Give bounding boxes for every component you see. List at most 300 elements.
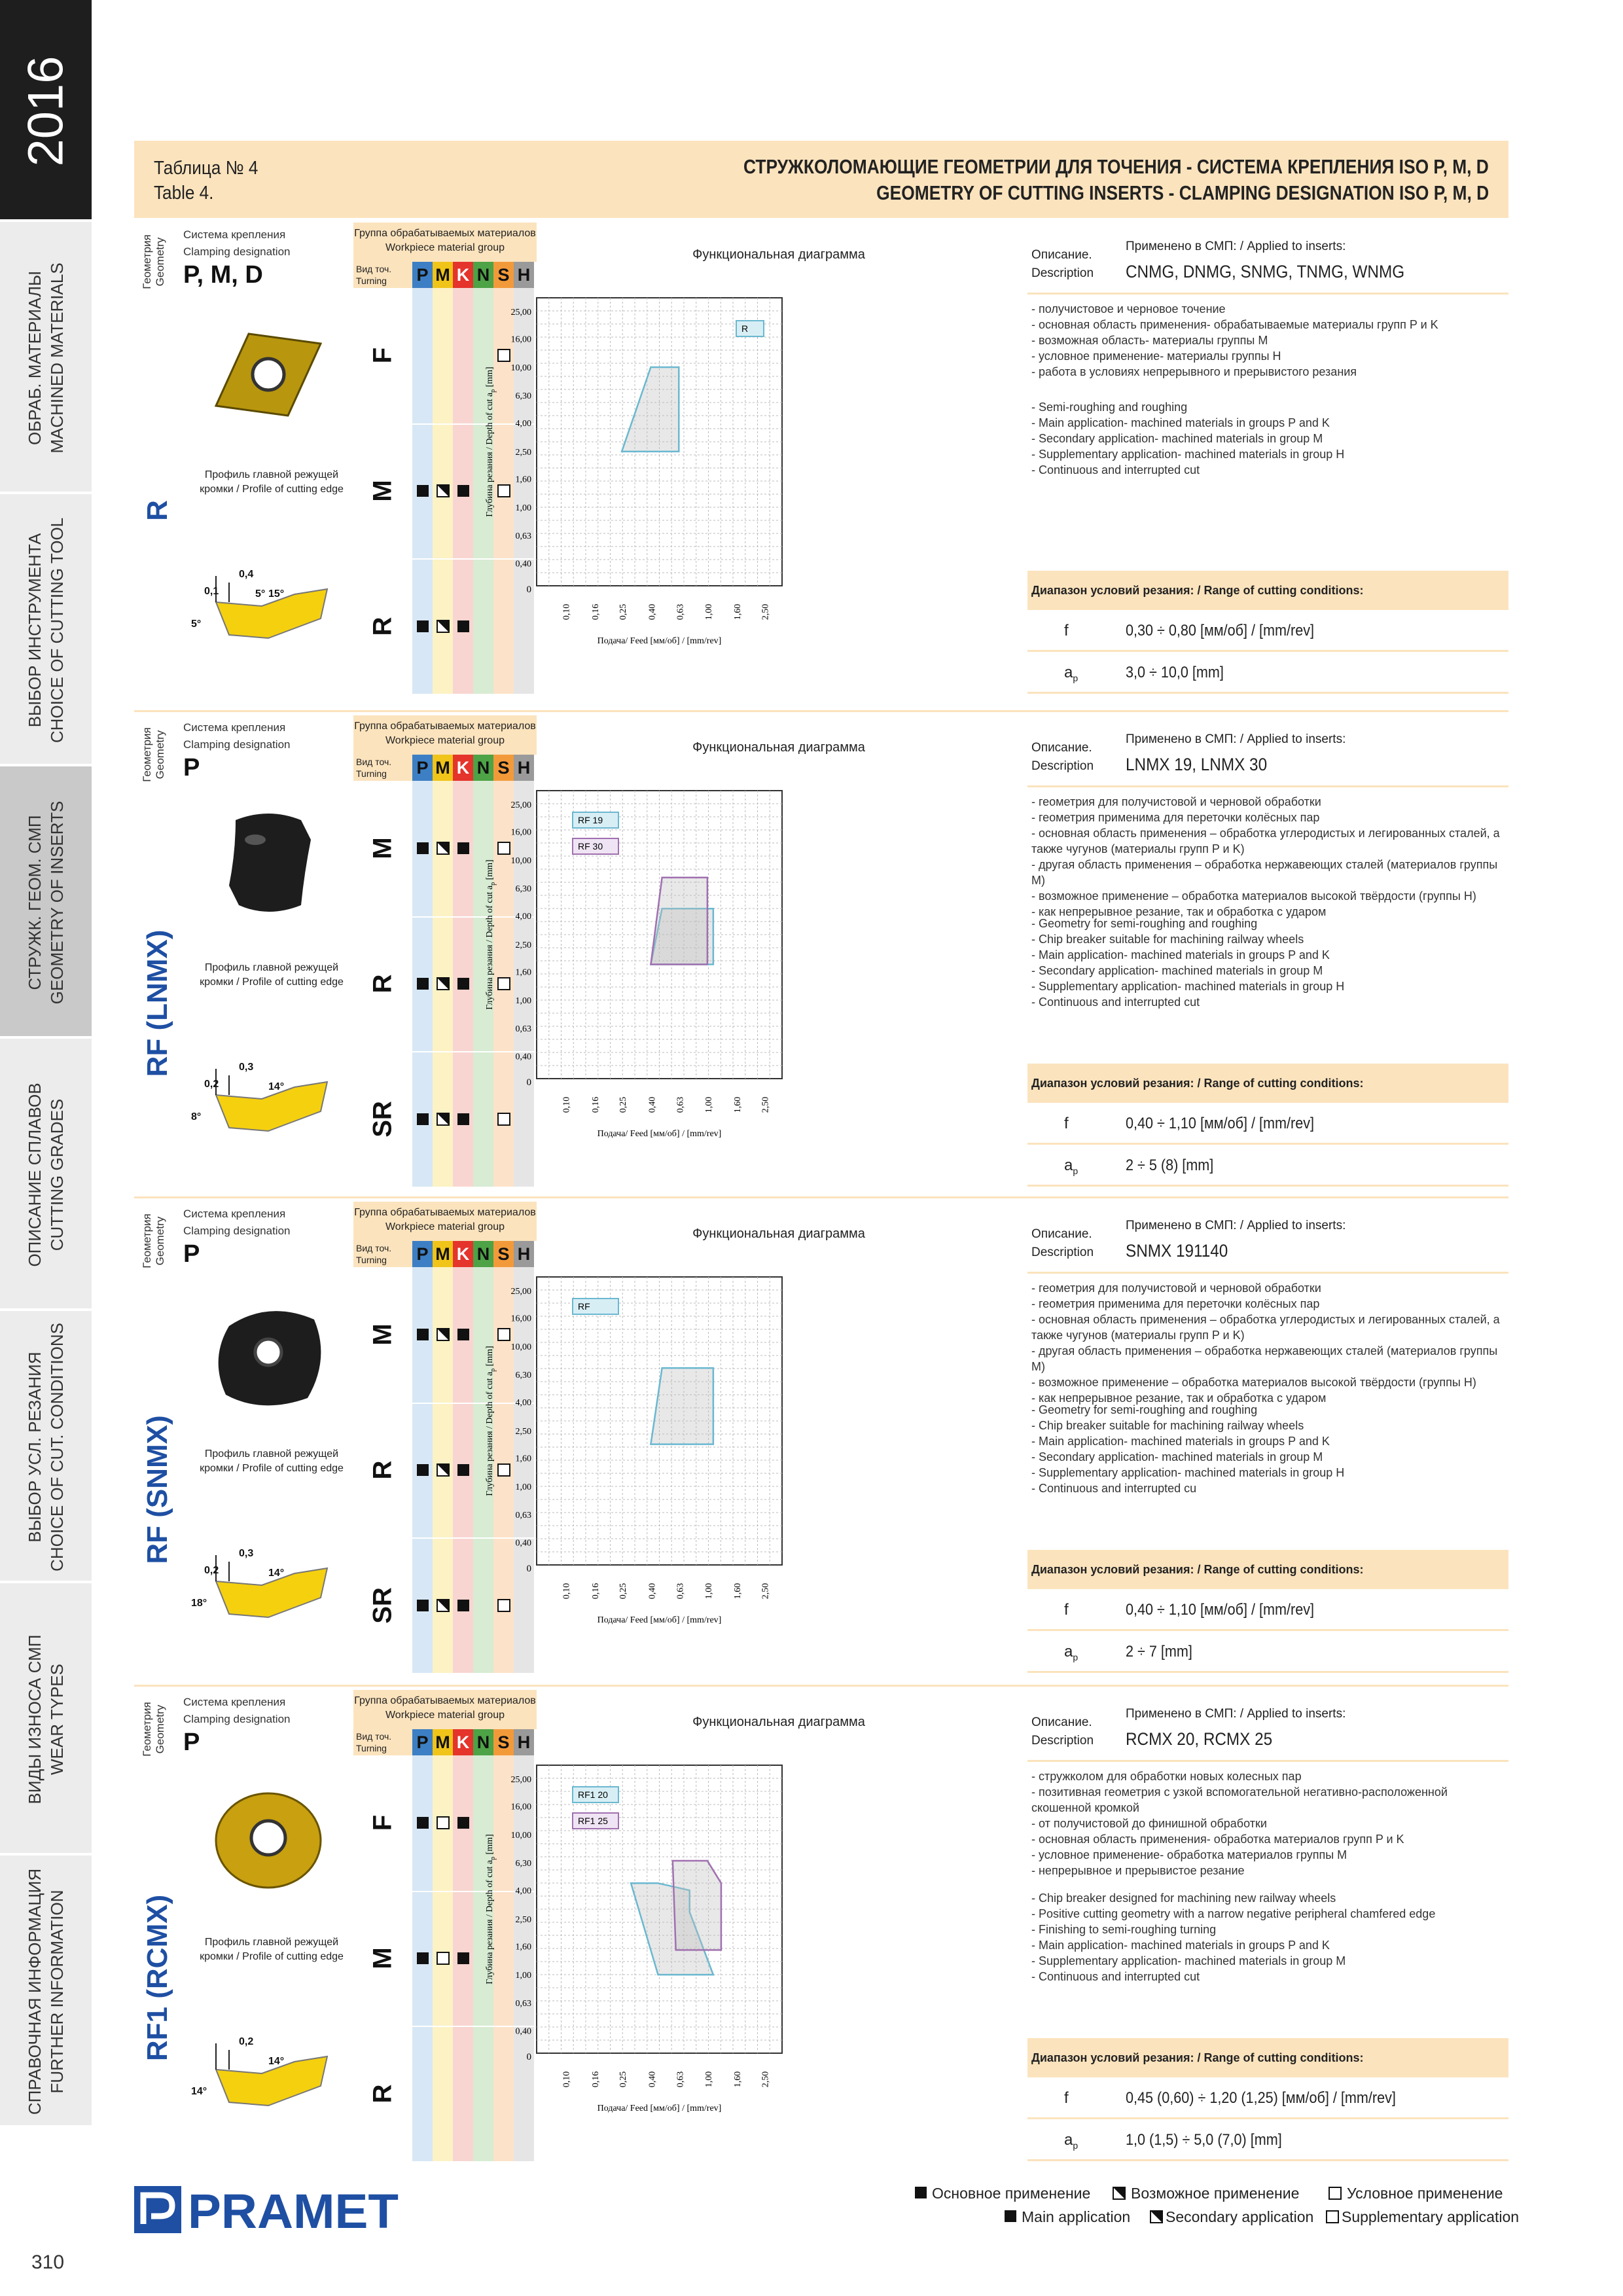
y-tick-label: 2,50 xyxy=(515,1426,531,1437)
description-ru xyxy=(1031,1280,1506,1406)
x-tick-label: 2,50 xyxy=(760,603,771,620)
y-tick-label: 0,40 xyxy=(515,2026,531,2037)
series-label: RF1 20 xyxy=(578,1789,608,1800)
description-ru-line: - другая область применения – обработка нержавеющих сталей (материалов группы M) xyxy=(1031,858,1498,887)
secondary-application-mark xyxy=(436,1598,449,1611)
description-ru-line: - получистовое и черновое точение xyxy=(1031,302,1226,315)
description-ru-line: - работа в условиях непрерывного и прерывистого резания xyxy=(1031,365,1357,378)
profile-dimension-a: 0,2 xyxy=(239,2036,254,2047)
main-application-mark xyxy=(456,1951,469,1964)
row-divider xyxy=(353,1891,537,1892)
cutting-edge-profile xyxy=(190,556,347,655)
feed-symbol: f xyxy=(1064,622,1069,639)
geometry-label: Геометрия Geometry xyxy=(141,1213,166,1268)
profile-dimension-b: 0,1 xyxy=(204,586,219,597)
material-letter: K xyxy=(453,262,473,288)
insert-image xyxy=(190,1775,347,1906)
insert-section xyxy=(134,223,1508,694)
material-column xyxy=(493,1729,514,2161)
x-tick-label: 0,16 xyxy=(590,1096,601,1113)
y-axis-label: Глубина резания / Depth of cut $a_p$ [mm] xyxy=(485,859,497,1010)
clamping-label-en: Clamping designation xyxy=(183,1713,291,1725)
y-tick-label: 10,00 xyxy=(510,363,531,373)
sidebar-tab[interactable] xyxy=(0,764,92,1036)
sidebar-tab-en: CHOICE OF CUT. CONDITIONS xyxy=(47,1323,67,1571)
applied-label: Применено в СМП: / Applied to inserts: xyxy=(1126,1219,1346,1232)
geometry-name: RF1 (RCMX) xyxy=(141,1894,173,2062)
description-ru-line: - основная область применения- обработка материалов групп P и K xyxy=(1031,1833,1404,1846)
description-en-line: - Finishing to semi-roughing turning xyxy=(1031,1923,1217,1936)
insert-image xyxy=(190,800,347,931)
geometry-label: Геометрия Geometry xyxy=(141,1702,166,1757)
y-tick-label: 0,40 xyxy=(515,1538,531,1549)
main-application-mark xyxy=(456,1463,469,1476)
insert-section xyxy=(134,1202,1508,1673)
sidebar-tab-ru: СПРАВОЧНАЯ ИНФОРМАЦИЯ xyxy=(25,1868,45,2115)
profile-dimension-c: 14° xyxy=(191,2086,207,2097)
main-application-mark xyxy=(416,1463,429,1476)
description-en xyxy=(1031,1890,1506,1984)
material-column xyxy=(412,1729,433,2161)
geometry-name: RF (SNMX) xyxy=(141,1415,173,1564)
secondary-application-mark xyxy=(436,1112,449,1125)
profile-dimension-d: 15° xyxy=(268,588,285,600)
pramet-logo xyxy=(134,2183,402,2236)
year-badge xyxy=(0,0,92,219)
material-group-table xyxy=(353,223,537,694)
series-label-box xyxy=(736,321,764,336)
main-application-mark xyxy=(416,977,429,990)
secondary-application-mark xyxy=(436,977,449,990)
row-label: F xyxy=(368,1815,397,1831)
depth-symbol xyxy=(1064,1643,1078,1662)
profile-label: Профиль главной режущей кромки / Profile of cutting edge xyxy=(200,1448,344,1474)
feed-value: 0,40 ÷ 1,10 [мм/об] / [mm/rev] xyxy=(1126,1115,1315,1132)
applied-inserts: RCMX 20, RCMX 25 xyxy=(1126,1729,1273,1749)
turning-label: Вид точ. Turning xyxy=(353,1241,412,1267)
depth-value: 2 ÷ 7 [mm] xyxy=(1126,1643,1192,1660)
y-tick-label: 1,00 xyxy=(515,1971,531,1981)
row-divider xyxy=(353,1537,537,1539)
y-tick-label: 4,00 xyxy=(515,1398,531,1408)
sidebar-tab[interactable] xyxy=(0,492,92,764)
material-letter: K xyxy=(453,1241,473,1267)
clamping-label-en: Clamping designation xyxy=(183,1225,291,1237)
depth-symbol-main: a xyxy=(1064,1643,1073,1660)
x-tick-label: 0,40 xyxy=(647,2071,658,2088)
y-tick-label: 16,00 xyxy=(510,1314,531,1324)
description-ru-line: - основная область применения – обработка углеродистых и легированных сталей, а также чугунов (материалы групп P и K) xyxy=(1031,1313,1500,1342)
description-ru xyxy=(1031,1768,1506,1878)
material-column xyxy=(433,1729,453,2161)
y-tick-label: 0,40 xyxy=(515,1052,531,1062)
depth-symbol-main: a xyxy=(1064,664,1073,681)
chart-title: Функциональная диаграмма xyxy=(692,1715,865,1729)
y-tick-label: 10,00 xyxy=(510,1830,531,1840)
description-en xyxy=(1031,1402,1506,1496)
description-ru-line: - как непрерывное резание, так и обработка с ударом xyxy=(1031,905,1327,918)
y-axis-label: Глубина резания / Depth of cut $a_p$ [mm] xyxy=(485,1346,497,1496)
insert-image xyxy=(190,1287,347,1418)
description-ru-line: - геометрия применима для переточки колёсных пар xyxy=(1031,811,1320,824)
description-en-line: - Main application- machined materials in groups P and K xyxy=(1031,948,1330,961)
description-en-line: - Supplementary application- machined materials in group H xyxy=(1031,448,1345,461)
y-tick-label: 25,00 xyxy=(510,1774,531,1785)
description-ru-line: - возможная область- материалы группы M xyxy=(1031,334,1268,347)
geometry-column xyxy=(134,1202,173,1673)
cutting-conditions-header: Диапазон условий резания: / Range of cutting conditions: xyxy=(1027,1550,1508,1589)
depth-symbol-sub: p xyxy=(1073,1651,1079,1662)
clamping-block xyxy=(183,719,291,782)
material-group-header xyxy=(353,1690,537,1729)
material-group-header xyxy=(353,1202,537,1241)
function-chart xyxy=(485,715,1014,1187)
y-tick-label: 16,00 xyxy=(510,1802,531,1812)
turning-label: Вид точ. Turning xyxy=(353,262,412,288)
description-label: Описание. Description xyxy=(1031,741,1094,773)
description-en-line: - Positive cutting geometry with a narrow negative peripheral chamfered edge xyxy=(1031,1907,1436,1920)
y-tick-label: 25,00 xyxy=(510,800,531,810)
clamping-label-ru: Система крепления xyxy=(183,1208,286,1220)
x-tick-label: 0,10 xyxy=(562,2071,572,2088)
row-divider xyxy=(353,423,537,425)
series-label: R xyxy=(741,323,749,334)
material-letter: S xyxy=(493,755,514,781)
secondary-application-mark xyxy=(436,619,449,632)
sidebar-tab-ru: ОБРАБ. МАТЕРИАЛЫ xyxy=(25,271,45,445)
description-ru-line: - основная область применения- обрабатываемые материалы групп P и K xyxy=(1031,318,1438,331)
main-application-mark xyxy=(416,1327,429,1340)
depth-symbol xyxy=(1064,2131,1078,2151)
clamping-label-en: Clamping designation xyxy=(183,738,291,751)
applied-label: Применено в СМП: / Applied to inserts: xyxy=(1126,240,1346,253)
description-ru-line: - условное применение- обработка материалов группы M xyxy=(1031,1848,1347,1861)
x-tick-label: 0,63 xyxy=(675,1583,686,1600)
main-application-mark xyxy=(416,484,429,497)
sidebar-tab[interactable] xyxy=(0,219,92,492)
chart-plot xyxy=(485,1690,1014,2161)
x-tick-label: 0,16 xyxy=(590,603,601,620)
profile-dimension-d: 14° xyxy=(268,1568,285,1579)
feed-value: 0,45 (0,60) ÷ 1,20 (1,25) [мм/об] / [mm/rev] xyxy=(1126,2089,1396,2107)
description-ru-line: - другая область применения – обработка нержавеющих сталей (материалов группы M) xyxy=(1031,1344,1498,1373)
clamping-value: P, M, D xyxy=(183,261,263,289)
row-label: M xyxy=(368,837,397,859)
description-header xyxy=(1027,223,1508,295)
y-tick-label: 0 xyxy=(526,1564,531,1574)
profile-dimension-c: 18° xyxy=(191,1598,207,1609)
description-en-line: - Continuous and interrupted cut xyxy=(1031,463,1200,476)
row-label: R xyxy=(368,617,397,636)
y-tick-label: 0 xyxy=(526,584,531,595)
sidebar-tab[interactable] xyxy=(0,1853,92,2125)
x-tick-label: 2,50 xyxy=(760,2071,771,2088)
sidebar-tab-en: MACHINED MATERIALS xyxy=(47,262,67,454)
description-en-line: - Chip breaker suitable for machining railway wheels xyxy=(1031,1419,1304,1432)
y-tick-label: 1,00 xyxy=(515,503,531,514)
clamping-value: P xyxy=(183,1729,200,1756)
profile-dimension-e: 5° xyxy=(255,588,266,600)
description-en-line: - Main application- machined materials in groups P and K xyxy=(1031,416,1330,429)
x-tick-label: 0,40 xyxy=(647,603,658,620)
clamping-label-en: Clamping designation xyxy=(183,245,291,258)
material-letter: P xyxy=(412,262,433,288)
description-ru-line: - как непрерывное резание, так и обработка с ударом xyxy=(1031,1391,1327,1405)
sidebar-tab-en: WEAR TYPES xyxy=(47,1664,67,1776)
legend-supplementary-ru: Условное применение xyxy=(1329,2185,1503,2202)
series-label: RF 19 xyxy=(578,815,603,825)
profile-dimension-a: 0,3 xyxy=(239,1062,254,1073)
x-tick-label: 0,10 xyxy=(562,1096,572,1113)
row-label: M xyxy=(368,480,397,502)
secondary-application-mark xyxy=(436,1463,449,1476)
legend-supplementary-en: Supplementary application xyxy=(1326,2208,1519,2226)
cutting-conditions-header: Диапазон условий резания: / Range of cutting conditions: xyxy=(1027,2038,1508,2077)
description-ru-line: - стружколом для обработки новых колесных пар xyxy=(1031,1770,1302,1783)
description-header xyxy=(1027,1690,1508,1762)
row-label: SR xyxy=(368,1100,397,1138)
sidebar-tab-label xyxy=(24,1323,68,1571)
x-tick-label: 0,40 xyxy=(647,1583,658,1600)
depth-symbol-main: a xyxy=(1064,2131,1073,2149)
sidebar-tab-label xyxy=(24,801,68,1005)
sidebar-tab-en: GEOMETRY OF INSERTS xyxy=(47,800,67,1005)
sidebar-tab-en: CHOICE OF CUTTING TOOL xyxy=(47,517,67,744)
description-en-line: - Main application- machined materials in groups P and K xyxy=(1031,1435,1330,1448)
material-letter: P xyxy=(412,755,433,781)
applied-inserts: LNMX 19, LNMX 30 xyxy=(1126,755,1268,774)
x-tick-label: 1,60 xyxy=(733,1583,743,1600)
profile-label: Профиль главной режущей кромки / Profile of cutting edge xyxy=(200,962,344,988)
insert-section xyxy=(134,1690,1508,2161)
material-letter: M xyxy=(433,1241,453,1267)
x-axis-label: Подача/ Feed [мм/об] / [mm/rev] xyxy=(597,636,722,646)
supplementary-application-mark xyxy=(497,1112,510,1125)
material-group-header xyxy=(353,715,537,755)
chart-title: Функциональная диаграмма xyxy=(692,740,865,755)
material-letter: H xyxy=(514,755,534,781)
description-ru xyxy=(1031,794,1506,920)
sidebar-tab[interactable] xyxy=(0,1308,92,1581)
group-label-ru: Группа обрабатываемых материалов xyxy=(354,721,536,732)
legend-main-en: Main application xyxy=(1005,2208,1130,2226)
material-column xyxy=(493,262,514,694)
description-ru-line: - от получистовой до финишной обработки xyxy=(1031,1817,1267,1830)
y-tick-label: 10,00 xyxy=(510,1342,531,1352)
insert-section xyxy=(134,715,1508,1187)
clamping-label-ru: Система крепления xyxy=(183,1696,286,1708)
main-application-mark xyxy=(456,1112,469,1125)
sidebar-tab-ru: ОПИСАНИЕ СПЛАВОВ xyxy=(25,1083,45,1267)
x-tick-label: 0,25 xyxy=(618,1583,629,1600)
supplementary-application-mark xyxy=(497,1598,510,1611)
cutting-edge-profile xyxy=(190,1049,347,1147)
x-axis-label: Подача/ Feed [мм/об] / [mm/rev] xyxy=(597,2104,722,2113)
group-label-en: Workpiece material group xyxy=(385,735,505,746)
clamping-label-ru: Система крепления xyxy=(183,228,286,241)
function-chart xyxy=(485,223,1014,694)
supplementary-application-mark xyxy=(497,484,510,497)
sidebar-tab[interactable] xyxy=(0,1581,92,1853)
group-label-ru: Группа обрабатываемых материалов xyxy=(354,1207,536,1218)
chart-title: Функциональная диаграмма xyxy=(692,1227,865,1241)
sidebar-tab-ru: ВИДЫ ИЗНОСА СМП xyxy=(25,1634,45,1804)
series-label: RF1 25 xyxy=(578,1816,608,1826)
table-number-ru: Таблица № 4 xyxy=(154,158,259,179)
material-letter: S xyxy=(493,1241,514,1267)
series-area xyxy=(673,1861,721,1950)
x-tick-label: 0,10 xyxy=(562,1583,572,1600)
row-label: R xyxy=(368,974,397,994)
row-label: R xyxy=(368,1460,397,1480)
row-label: F xyxy=(368,348,397,364)
group-label-en: Workpiece material group xyxy=(385,1710,505,1721)
description-ru-line: - условное применение- материалы группы H xyxy=(1031,350,1281,363)
y-tick-label: 16,00 xyxy=(510,827,531,838)
applied-inserts: SNMX 191140 xyxy=(1126,1241,1228,1261)
table-header xyxy=(134,141,1508,218)
row-label: R xyxy=(368,2084,397,2104)
feed-value: 0,30 ÷ 0,80 [мм/об] / [mm/rev] xyxy=(1126,622,1315,639)
y-tick-label: 4,00 xyxy=(515,1886,531,1897)
turning-label: Вид точ. Turning xyxy=(353,755,412,781)
sidebar-tab-label xyxy=(24,1635,68,1804)
clamping-value: P xyxy=(183,1240,200,1268)
sidebar-tab-ru: ВЫБОР УСЛ. РЕЗАНИЯ xyxy=(25,1352,45,1543)
group-label-en: Workpiece material group xyxy=(385,242,505,253)
y-tick-label: 0,63 xyxy=(515,1024,531,1035)
description-en-line: - Geometry for semi-roughing and roughing xyxy=(1031,917,1258,930)
y-tick-label: 0 xyxy=(526,1077,531,1088)
applied-label: Применено в СМП: / Applied to inserts: xyxy=(1126,1707,1346,1721)
feed-symbol: f xyxy=(1064,1115,1069,1132)
cutting-edge-profile xyxy=(190,1535,347,1634)
row-label: M xyxy=(368,1947,397,1969)
sidebar-tab[interactable] xyxy=(0,1036,92,1308)
x-tick-label: 1,60 xyxy=(733,2071,743,2088)
y-tick-label: 2,50 xyxy=(515,940,531,950)
y-tick-label: 0,63 xyxy=(515,531,531,542)
group-label-ru: Группа обрабатываемых материалов xyxy=(354,1695,536,1706)
y-tick-label: 16,00 xyxy=(510,334,531,345)
description-en-line: - Secondary application- machined materials in group M xyxy=(1031,432,1323,445)
profile-dimension-c: 8° xyxy=(191,1111,202,1122)
group-label-en: Workpiece material group xyxy=(385,1221,505,1232)
description-en-line: - Supplementary application- machined materials in group H xyxy=(1031,980,1345,993)
material-letter: K xyxy=(453,755,473,781)
main-application-mark xyxy=(416,1951,429,1964)
depth-row xyxy=(1027,2119,1508,2161)
y-tick-label: 2,50 xyxy=(515,1914,531,1925)
sidebar-tab-label xyxy=(24,1869,68,2115)
description-header xyxy=(1027,715,1508,787)
chart-plot xyxy=(485,715,1014,1187)
material-letter: H xyxy=(514,1241,534,1267)
description-block xyxy=(1027,1690,1508,2161)
description-en-line: - Chip breaker designed for machining new railway wheels xyxy=(1031,1892,1336,1905)
geometry-label: Геометрия Geometry xyxy=(141,727,166,782)
y-tick-label: 1,60 xyxy=(515,1454,531,1464)
feed-row xyxy=(1027,1589,1508,1631)
secondary-application-mark xyxy=(436,841,449,854)
section-divider xyxy=(134,710,1508,712)
material-column xyxy=(453,1729,473,2161)
description-header xyxy=(1027,1202,1508,1274)
feed-symbol: f xyxy=(1064,1601,1069,1619)
geometry-label: Геометрия Geometry xyxy=(141,234,166,289)
description-en-line: - Secondary application- machined materials in group M xyxy=(1031,964,1323,977)
sidebar-tab-label xyxy=(24,1083,68,1266)
geometry-column xyxy=(134,715,173,1187)
y-tick-label: 10,00 xyxy=(510,855,531,866)
depth-value: 1,0 (1,5) ÷ 5,0 (7,0) [mm] xyxy=(1126,2131,1282,2149)
sidebar-tab-ru: ВЫБОР ИНСТРУМЕНТА xyxy=(25,533,45,728)
main-application-mark xyxy=(456,977,469,990)
year-text: 2016 xyxy=(18,56,74,167)
applied-inserts: CNMG, DNMG, SNMG, TNMG, WNMG xyxy=(1126,262,1405,281)
description-en-line: - Supplementary application- machined materials in group H xyxy=(1031,1466,1345,1479)
description-en-line: - Supplementary application- machined materials in group M xyxy=(1031,1954,1346,1967)
description-ru-line: - возможное применение – обработка материалов высокой твёрдости (группы H) xyxy=(1031,1376,1476,1389)
x-tick-label: 1,00 xyxy=(704,2071,714,2088)
y-tick-label: 1,00 xyxy=(515,996,531,1007)
profile-label: Профиль главной режущей кромки / Profile of cutting edge xyxy=(200,1937,344,1962)
x-tick-label: 2,50 xyxy=(760,1583,771,1600)
chart-plot xyxy=(485,1202,1014,1673)
material-letter: M xyxy=(433,1729,453,1755)
material-group-table xyxy=(353,1690,537,2161)
section-divider xyxy=(134,1196,1508,1198)
main-application-mark xyxy=(456,841,469,854)
x-tick-label: 1,60 xyxy=(733,1096,743,1113)
cutting-conditions-header: Диапазон условий резания: / Range of cutting conditions: xyxy=(1027,1064,1508,1103)
sidebar-tab-label xyxy=(24,518,68,743)
description-en-line: - Chip breaker suitable for machining railway wheels xyxy=(1031,933,1304,946)
geometry-name: RF (LNMX) xyxy=(141,929,173,1077)
supplementary-application-mark xyxy=(436,1951,449,1964)
y-tick-label: 2,50 xyxy=(515,447,531,457)
turning-label: Вид точ. Turning xyxy=(353,1729,412,1755)
feed-value: 0,40 ÷ 1,10 [мм/об] / [mm/rev] xyxy=(1126,1601,1315,1619)
depth-symbol-sub: p xyxy=(1073,672,1079,683)
profile-dimension-b: 0,2 xyxy=(204,1565,219,1576)
description-en xyxy=(1031,399,1506,478)
material-letter: N xyxy=(473,262,493,288)
chart-plot xyxy=(485,223,1014,694)
main-application-mark xyxy=(416,841,429,854)
material-group-table xyxy=(353,1202,537,1673)
profile-dimension-c: 5° xyxy=(191,619,202,630)
function-chart xyxy=(485,1690,1014,2161)
y-tick-label: 0,63 xyxy=(515,1999,531,2009)
x-tick-label: 0,63 xyxy=(675,1096,686,1113)
main-application-mark xyxy=(416,1598,429,1611)
cutting-conditions-header: Диапазон условий резания: / Range of cutting conditions: xyxy=(1027,571,1508,610)
series-label: RF xyxy=(578,1301,590,1312)
clamping-block xyxy=(183,1206,291,1268)
group-label-ru: Группа обрабатываемых материалов xyxy=(354,228,536,239)
series-area xyxy=(651,1368,713,1444)
x-tick-label: 1,00 xyxy=(704,603,714,620)
x-tick-label: 0,63 xyxy=(675,2071,686,2088)
x-tick-label: 0,10 xyxy=(562,603,572,620)
x-tick-label: 0,25 xyxy=(618,1096,629,1113)
page-title-ru: СТРУЖКОЛОМАЮЩИЕ ГЕОМЕТРИИ ДЛЯ ТОЧЕНИЯ - СИСТЕМА КРЕПЛЕНИЯ ISO P, M, D xyxy=(743,155,1489,178)
profile-label: Профиль главной режущей кромки / Profile of cutting edge xyxy=(200,469,344,495)
description-en xyxy=(1031,916,1506,1010)
clamping-label-ru: Система крепления xyxy=(183,721,286,734)
insert-image xyxy=(190,308,347,439)
